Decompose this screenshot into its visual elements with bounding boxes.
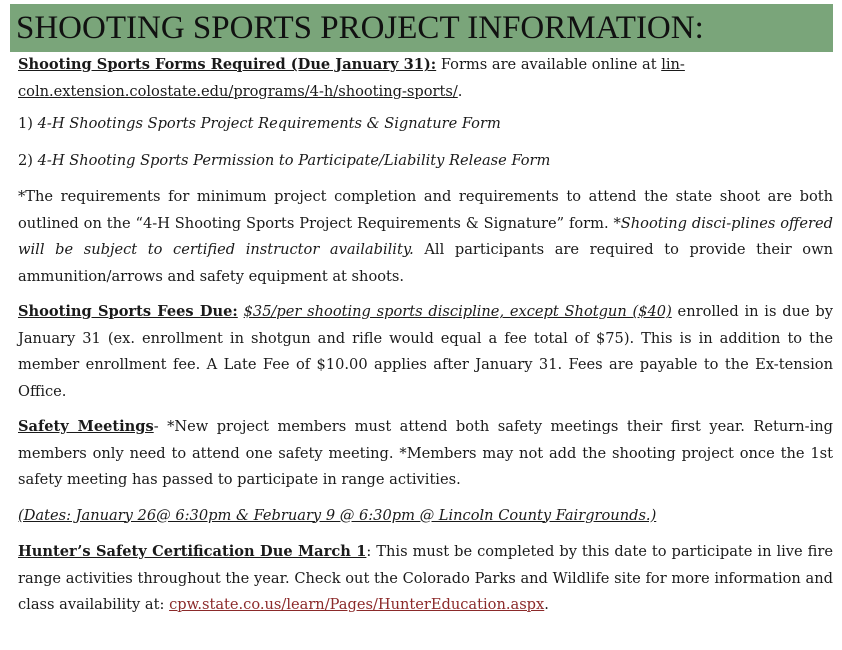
form-item-1-number: 1) [18,115,38,132]
form-item-2 [18,148,833,175]
requirements-italic: *Shooting disci-plines offered will be subject to certified instructor availability. [18,214,833,258]
safety-heading: Safety Meetings [18,418,154,435]
safety-paragraph [18,414,833,494]
fees-amount: $35/per shooting sports discipline, except Shotgun ($40) [243,303,672,320]
forms-end: . [457,82,463,100]
hunter-end: . [544,596,549,613]
requirements-paragraph [18,184,833,290]
hunter-text: : This must be completed by this date to participate in live fire range activities throughout the year. Check out the Colorado Parks and Wildlife site for more information and class availability at: [18,543,833,613]
form-item-2-number: 2) [18,151,38,169]
header-bar [10,4,833,52]
form-item-1-text: 4-H Shootings Sports Project Requirements & Signature Form [37,115,501,132]
forms-link-part1[interactable]: lin- [661,56,685,73]
fees-heading: Shooting Sports Fees Due: [18,303,238,320]
forms-link-part2[interactable]: coln.extension.colostate.edu/programs/4-h/shooting-sports/ [18,82,458,100]
forms-text: Forms are available online at [436,56,662,73]
requirements-text-1: *The requirements for minimum project completion and requirements to attend the state shoot are both outlined on the “4-H Shooting Sports Project Requirements & Signature” form. [18,188,833,232]
forms-paragraph [18,52,833,105]
hunter-paragraph [18,539,833,619]
form-item-2-text: 4-H Shooting Sports Permission to Participate/Liability Release Form [37,151,551,169]
safety-dates [18,503,833,530]
safety-dates-text: (Dates: January 26@ 6:30pm & February 9 @ 6:30pm @ Lincoln County Fairgrounds.) [18,506,657,524]
fees-text: enrolled in is due by January 31 (ex. enrollment in shotgun and rifle would equal a fee total of $75). This is in addition to the member enrollment fee. A Late Fee of $10.00 applies after January 31. Fees are payable to the Ex-tension Office. [18,303,834,400]
content [18,52,833,628]
fees-paragraph [18,299,833,405]
hunter-heading: Hunter’s Safety Certification Due March 1 [18,543,367,560]
hunter-link[interactable]: cpw.state.co.us/learn/Pages/HunterEducation.aspx [169,596,545,613]
requirements-text-2: All participants are required to provide their own ammunition/arrows and safety equipment at shoots. [18,241,833,285]
safety-text: - *New project members must attend both safety meetings their first year. Return-ing members only need to attend one safety meeting. *Members may not add the shooting project once the 1st safety meeting has passed to participate in range activities. [18,418,833,488]
forms-heading: Shooting Sports Forms Required (Due January 31): [18,56,437,73]
form-item-1 [18,111,833,138]
page-title: SHOOTING SPORTS PROJECT INFORMATION: [16,9,704,46]
